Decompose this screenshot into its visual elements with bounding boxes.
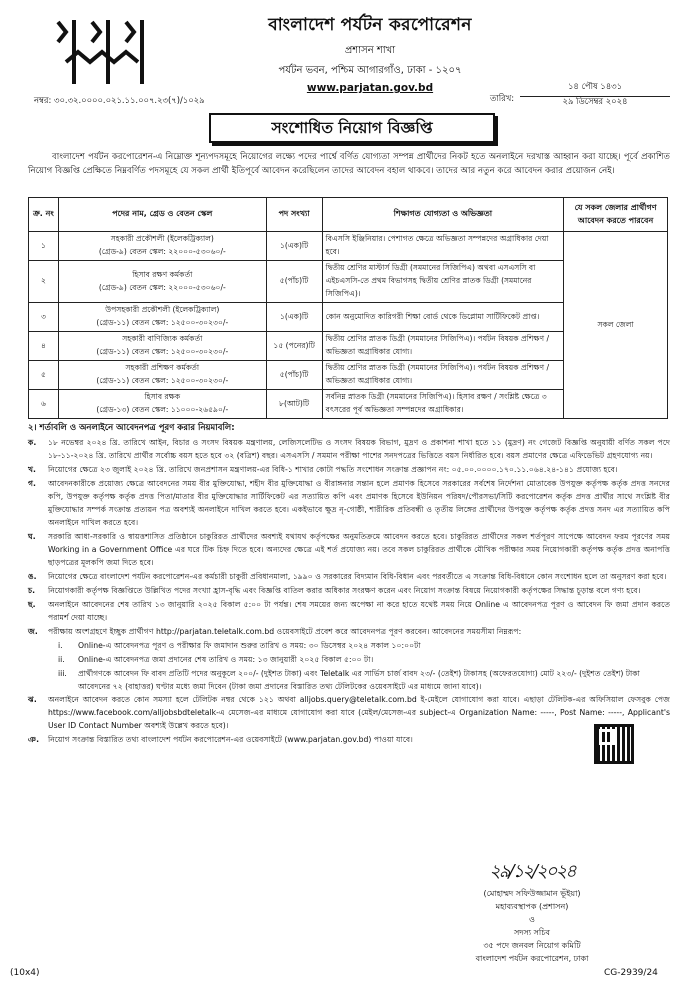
cell-count: ১(এক)টি [266, 232, 322, 261]
term-key: চ. [28, 586, 36, 595]
signatory-org: বাংলাদেশ পর্যটন করপোরেশন, ঢাকা [475, 954, 589, 963]
term-text: প্রার্থীগণকে আবেদন ফি বাবদ প্রতিটি পদের অনুকূলে ২০০/- (দুইশত টাকা) এবং Teletalk এর সার্ভিস চার্জ বাবদ ২৩/- (তেইশ) টাকাসহ (অফেরতযোগ্য) মোট ২২৩/- (দুইশত তেইশ) টাকা আবেদনের ৭২ (বাহাত্তর) ঘণ্টার মধ্যে জমা দিবেন (টাকা জমা প্রদানের বিস্তারিত তথ্য টেলিটকের ওয়েবসাইটে এর মাধ্যমে জানা যাবে)। [78, 669, 640, 691]
post-name: সহকারী প্রকৌশলী (ইলেকট্রিক্যাল) [110, 234, 214, 243]
letterhead [160, 12, 580, 94]
term-item [28, 463, 670, 476]
signatory-role: সদস্য সচিব [514, 928, 550, 937]
signatory-designation: মহাব্যবস্থাপক (প্রশাসন) [495, 902, 569, 911]
post-name: সহকারী প্রশিক্ষণ কর্মকর্তা [125, 363, 200, 372]
term-text: নিয়োগ সংক্রান্ত বিস্তারিত তথ্য বাংলাদেশ পর্যটন করপোরেশন-এর ওয়েবসাইটে (www.parjatan.gov.bd) পাওয়া যাবে। [48, 735, 413, 744]
term-text: অনলাইনে আবেদন করতে কোন সমস্যা হলে টেলিটক নম্বর থেকে ১২১ অথবা alljobs.query@teletalk.com.bd ই-মেইলে যোগাযোগ করা যাবে। এছাড়া টেলিটক-এর অফিসিয়াল ফেসবুক পেজ https://www.facebook.com/alljobsbdteletalk-এ মেসেজ-এর মাধ্যমে যোগাযোগ করা যাবে (মেইল/মেসেজ-এর subject-এ Organization Name: -----, Post Name: -----, Applicant's User ID Contact Number অবশ্যই উল্লেখ করতে হবে)। [48, 695, 670, 730]
post-grade: (গ্রেড-১৩) বেতন স্কেল: ১১০০০-২৬৫৯০/- [96, 405, 229, 414]
term-item [28, 733, 670, 746]
col-district: যে সকল জেলার প্রার্থীগণ আবেদন করতে পারবেন [564, 198, 668, 232]
term-item [28, 625, 670, 638]
col-serial: ক্র. নং [29, 198, 59, 232]
footer-code: CG-2939/24 [604, 968, 658, 978]
post-grade: (গ্রেড-১১) বেতন স্কেল: ১২৫০০-৩০২৩০/- [96, 347, 229, 356]
term-text: পরীক্ষায় অংশগ্রহণে ইচ্ছুক প্রার্থীগণ http://parjatan.teletalk.com.bd ওয়েবসাইটে প্রবেশ করে আবেদনপত্র পূরণ করবেন। আবেদনের সময়সীমা নিম্নরূপ: [48, 627, 522, 636]
table-header-row [29, 198, 668, 232]
cell-post [58, 261, 266, 303]
term-key: i. [58, 641, 63, 650]
cell-post [58, 232, 266, 261]
signatory-and: ও [529, 915, 535, 924]
cell-qualification: দ্বিতীয় শ্রেণির স্নাতক ডিগ্রী (সমমানের সিজিপিএ)। পর্যটন বিষয়ক প্রশিক্ষণ / অভিজ্ঞতা অগ্রাধিকার যোগ্য। [322, 332, 564, 361]
term-key: ক. [28, 438, 37, 447]
memo-number: নম্বর: ৩০.৩২.০০০০.০২১.১১.০০৭.২৩(৭)/১০২৯ [34, 95, 205, 105]
qr-code-icon [594, 724, 634, 764]
date-english: ২৯ ডিসেম্বর ২০২৪ [562, 96, 628, 106]
terms-section-title: ২। শর্তাবলি ও অনলাইনে আবেদনপত্র পূরণ করার নিয়মাবলি: [28, 423, 235, 433]
signature-mark: ২৯/১২/২০২৪ [489, 861, 575, 882]
parjatan-logo-icon [52, 18, 162, 88]
cell-post [58, 390, 266, 419]
term-text: নিয়োগের ক্ষেত্রে ২৩ জুলাই ২০২৪ খ্রি. তারিখে জনপ্রশাসন মন্ত্রণালয়-এর বিধি-১ শাখার কোটা পদ্ধতি সংশোধন সংক্রান্ত প্রজ্ঞাপন নং: ০৫.০০.০০০০.১৭০.১১.০৬৪.২৪-১৪১ প্রযোজ্য হবে। [48, 465, 618, 474]
cell-serial: ৩ [29, 303, 59, 332]
term-item [28, 530, 670, 569]
term-text: নিয়োগের ক্ষেত্রে বাংলাদেশ পর্যটন করপোরেশন-এর কর্মচারী চাকুরী প্রবিধানমালা, ১৯৯০ ও সরকারের বিদ্যমান বিধি-বিধান এবং পরবর্তীতে এ সংক্রান্ত বিধি-বিধানে কোন সংশোধন হলে তা অনুসরণ করা হবে। [48, 572, 667, 581]
term-item [28, 584, 670, 597]
date-label: তারিখ: [490, 93, 515, 103]
post-name: উপসহকারী প্রকৌশলী (ইলেকট্রিক্যাল) [105, 305, 220, 314]
cell-serial: ১ [29, 232, 59, 261]
term-key: জ. [28, 627, 38, 636]
term-key: ছ. [28, 600, 36, 609]
cell-qualification: দ্বিতীয় শ্রেণির মাস্টার্স ডিগ্রী (সমমানের সিজিপিএ) অথবা এসএসসি বা এইচএসসি-তে প্রথম বিভাগসহ দ্বিতীয় শ্রেণির স্নাতক ডিগ্রী (সমমানের সিজিপিএ)। [322, 261, 564, 303]
signature-block [422, 861, 642, 965]
term-text: আবেদনকারীকে প্রয়োজ্য ক্ষেত্রে আবেদনের সময় বীর মুক্তিযোদ্ধা, শহীদ বীর মুক্তিযোদ্ধা ও বীরাঙ্গনার সন্তান হলে প্রমাণক হিসেবে সরকারের সর্বশেষ নির্দেশনা মোতাবেক উপযুক্ত কর্তৃপক্ষ কর্তৃক প্রদত্ত সনদের কপি, উপযুক্ত কর্তৃপক্ষ কর্তৃক প্রদত্ত পিতা/মাতার বীর মুক্তিযোদ্ধার সার্টিফিকেট এর সত্যায়িত কপি এবং প্রমাণক হিসেবে ইউনিয়ন পরিষদ/পৌরসভা/সিটি করপোরেশন কর্তৃক প্রদত্ত প্রার্থীর সাথে সংশ্লিষ্ট বীর মুক্তিযোদ্ধার সম্পর্ক সংক্রান্ত প্রত্যয়ন পত্র অবশ্যই অনলাইনে দাখিল করতে হবে। একইভাবে ক্ষুদ্র নৃ-গোষ্ঠী, শারীরিক প্রতিবন্ধী ও তৃতীয় লিঙ্গের প্রার্থীদের উপযুক্ত কর্তৃপক্ষ কর্তৃক প্রদত্ত সনদ এর সত্যায়িত কপি অনলাইনে দাখিল করতে হবে। [48, 479, 670, 527]
term-item [58, 667, 670, 693]
term-item [28, 693, 670, 732]
term-item [58, 653, 670, 666]
cell-serial: ৫ [29, 361, 59, 390]
term-key: ঙ. [28, 572, 37, 581]
term-text: সরকারি আধা-সরকারি ও স্বায়ত্তশাসিত প্রতিষ্ঠানে চাকুরিরত প্রার্থীদের অবশ্যই যথাযথ কর্তৃপক্ষের অনুমতিক্রমে আবেদন করতে হবে। চাকুরিরত প্রার্থীদের সকল শর্তপূরণ সাপেক্ষে আবেদন ফরম পূরণের সময় Working in a Government Office এর ঘরে টিক চিহ্ন দিতে হবে। অন্যদের ক্ষেত্রে এই শর্ত প্রযোজ্য নয়। তবে সকল চাকুরিরত প্রার্থীকে মৌখিক পরীক্ষার সময় নিয়োগকারী কর্তৃপক্ষ কর্তৃক প্রদত্ত অনাপত্তি ছাড়পত্রের মূলকপি জমা দিতে হবে। [48, 532, 670, 567]
term-item [28, 598, 670, 624]
cell-qualification: সর্বনিম্ন স্নাতক ডিগ্রী (সমমানের সিজিপিএ)। হিসাব রক্ষণ / সংশ্লিষ্ট ক্ষেত্রে ৩ বৎসরের পূর্ব অভিজ্ঞতা সম্পন্নদের অগ্রাধিকার। [322, 390, 564, 419]
term-item [28, 477, 670, 529]
cell-post [58, 303, 266, 332]
cell-count: ১৫ (পনের)টি [266, 332, 322, 361]
date-bangla: ১৪ পৌষ ১৪৩১ [520, 80, 670, 97]
term-text: ১৮ নভেম্বর ২০২৪ খ্রি. তারিখে আইন, বিচার ও সংসদ বিষয়ক মন্ত্রণালয়, লেজিসলেটিভ ও সংসদ বিষয়ক বিভাগ, মুদ্রণ ও প্রকাশনা শাখা হতে ১১ (মুদ্রণ) নং গেজেট বিজ্ঞপ্তি অনুযায়ী বর্ণিত সকল পদে ১৮-১১-২০২৪ খ্রি. তারিখে প্রার্থীর সর্বোচ্চ বয়স হতে হবে ৩২ (বত্রিশ) বছর। এসএসসি / সমমান পরীক্ষা পাশের সনদপত্রের ভিত্তিতে বয়স নির্ধারিত হবে। বয়স প্রমাণের ক্ষেত্রে এফিডেভিট গ্রহণযোগ্য নয়। [48, 438, 670, 460]
post-grade: (গ্রেড-১১) বেতন স্কেল: ১২৫০০-৩০২৩০/- [96, 318, 229, 327]
website-link[interactable]: www.parjatan.gov.bd [306, 82, 434, 94]
table-row [29, 232, 668, 261]
cell-post [58, 361, 266, 390]
cell-serial: ৪ [29, 332, 59, 361]
term-key: ii. [58, 655, 65, 664]
intro-paragraph: বাংলাদেশ পর্যটন করপোরেশন-এ নিম্নোক্ত শূন্যপদসমূহে নিয়োগের লক্ষ্যে পদের পার্শ্বে বর্ণিত যোগ্যতা সম্পন্ন প্রার্থীদের নিকট হতে অনলাইনে দরখাস্ত আহ্বান করা যাচ্ছে। পূর্বে প্রকাশিত নিয়োগ বিজ্ঞপ্তি প্রেক্ষিতে নিম্নবর্ণিত পদসমূহে যে সকল প্রার্থী ইতিপূর্বে আবেদন করেছিলেন তাদের আবেদন বহাল থাকবে। তাদের আর নতুন করে আবেদন করার প্রয়োজন নেই। [28, 152, 670, 176]
post-grade: (গ্রেড-১১) বেতন স্কেল: ১২৫০০-৩০২৩০/- [96, 376, 229, 385]
terms-list [28, 436, 670, 747]
post-name: সহকারী বাণিজ্যিক কর্মকর্তা [122, 334, 203, 343]
term-text: নিয়োগকারী কর্তৃপক্ষ বিজ্ঞপ্তিতে উল্লিখিত পদের সংখ্যা হ্রাস-বৃদ্ধি এবং বিজ্ঞপ্তি বাতিল করার অধিকার সংরক্ষণ করেন এবং নিয়োগ সংক্রান্ত বিষয়ে নিয়োগকারী কর্তৃপক্ষের সিদ্ধান্ত চূড়ান্ত বলে গণ্য হবে। [48, 586, 641, 595]
term-item [58, 639, 670, 652]
org-address: পর্যটন ভবন, পশ্চিম আগারগাঁও, ঢাকা - ১২০৭ [278, 65, 462, 76]
branch-name: প্রশাসন শাখা [344, 45, 396, 56]
cell-count: ৫(পাঁচ)টি [266, 261, 322, 303]
notice-title: সংশোধিত নিয়োগ বিজ্ঞপ্তি [209, 113, 495, 143]
org-name: বাংলাদেশ পর্যটন করপোরেশন [268, 15, 472, 35]
vacancy-table [28, 197, 668, 419]
cell-count: ৮(আট)টি [266, 390, 322, 419]
term-key: খ. [28, 465, 36, 474]
cell-serial: ২ [29, 261, 59, 303]
col-qualification: শিক্ষাগত যোগ্যতা ও অভিজ্ঞতা [322, 198, 564, 232]
cell-count: ১(এক)টি [266, 303, 322, 332]
cell-post [58, 332, 266, 361]
cell-serial: ৬ [29, 390, 59, 419]
cell-count: ৫(পাঁচ)টি [266, 361, 322, 390]
cell-qualification: কোন অনুমোদিত কারিগরী শিক্ষা বোর্ড থেকে ডিপ্লোমা সার্টিফিকেট প্রাপ্ত। [322, 303, 564, 332]
cell-qualification: দ্বিতীয় শ্রেণির স্নাতক ডিগ্রী (সমমানের সিজিপিএ)। পর্যটন বিষয়ক প্রশিক্ষণ / অভিজ্ঞতা অগ্রাধিকার যোগ্য। [322, 361, 564, 390]
cell-district: সকল জেলা [564, 232, 668, 419]
term-text: Online-এ আবেদনপত্র জমা প্রদানের শেষ তারিখ ও সময়: ১৩ জানুয়ারী ২০২৫ বিকাল ৫:০০ টা। [78, 655, 374, 664]
term-key: গ. [28, 479, 36, 488]
cell-qualification: বিএসসি ইঞ্জিনিয়ার। পেশাগত ক্ষেত্রে অভিজ্ঞতা সম্পন্নদের অগ্রাধিকার দেয়া হবে। [322, 232, 564, 261]
term-key: ঞ. [28, 735, 40, 744]
footer-size: (10x4) [10, 968, 40, 978]
col-count: পদ সংখ্যা [266, 198, 322, 232]
term-item [28, 436, 670, 462]
term-key: iii. [58, 669, 67, 678]
signatory-name: (মোহাম্মদ সফিউজ্জামান ভূঁইয়া) [483, 889, 581, 898]
post-name: হিসাব রক্ষক [144, 392, 181, 401]
term-key: ঘ. [28, 532, 36, 541]
col-post: পদের নাম, গ্রেড ও বেতন স্কেল [58, 198, 266, 232]
committee-name: ৩৫ পদে জনবল নিয়োগ কমিটি [483, 941, 581, 950]
post-name: হিসাব রক্ষণ কর্মকর্তা [132, 269, 193, 279]
term-key: ঝ. [28, 695, 37, 704]
term-item [28, 570, 670, 583]
post-grade: (গ্রেড-৯) বেতন স্কেল: ২২০০০-৫৩০৬০/- [98, 247, 226, 256]
term-text: Online-এ আবেদনপত্র পূরণ ও পরীক্ষার ফি জমাদান শুরুর তারিখ ও সময়: ৩০ ডিসেম্বর ২০২৪ সকাল ১০:০০টা [78, 641, 421, 650]
term-text: অনলাইনে আবেদনের শেষ তারিখ ১৩ জানুয়ারি ২০২৫ বিকাল ৫:০০ টা পর্যন্ত। শেষ সময়ের জন্য অপেক্ষা না করে হাতে যথেষ্ট সময় নিয়ে Online এ আবেদনপত্র পূরণ ও আবেদন ফি জমা প্রদান করতে পরামর্শ দেয়া যাচ্ছে। [48, 600, 670, 622]
post-grade: (গ্রেড-৯) বেতন স্কেল: ২২০০০-৫৩০৬০/- [98, 282, 226, 292]
